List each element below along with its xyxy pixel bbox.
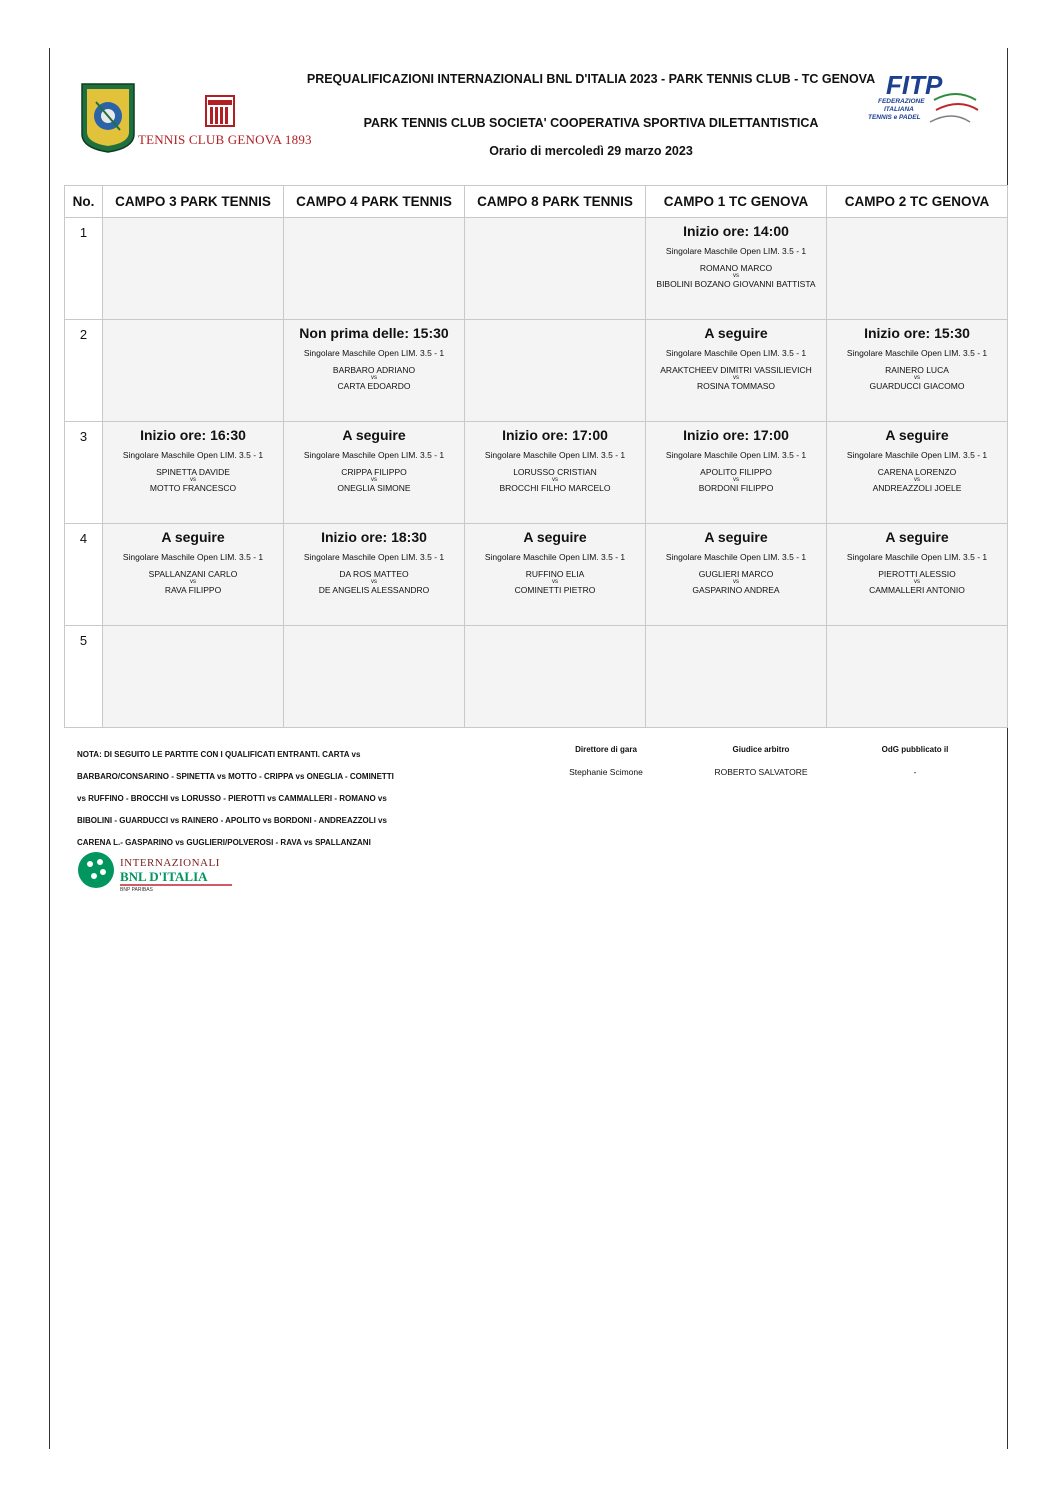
player-two: ANDREAZZOLI JOELE [872,483,962,493]
match-cell [284,524,465,626]
match-cell [827,524,1008,626]
player-two: DE ANGELIS ALESSANDRO [318,585,430,595]
published-label: OdG pubblicato il [881,745,949,754]
match-cell [827,320,1008,422]
match-event: Singolare Maschile Open LIM. 3.5 - 1 [846,552,988,562]
publication-date [840,745,990,777]
match-time: Inizio ore: 14:00 [683,223,789,239]
player-two: GUARDUCCI GIACOMO [869,381,965,391]
park-tennis-club-logo [80,82,136,154]
ibi-logo-line3: BNP PARIBAS [120,887,153,892]
empty-cell [465,626,646,728]
player-one: CARENA LORENZO [877,467,957,477]
club-name: PARK TENNIS CLUB SOCIETA' COOPERATIVA SPORTIVA DILETTANTISTICA [363,116,819,130]
player-one: BARBARO ADRIANO [332,365,416,375]
match-cell [103,422,284,524]
schedule-row [65,422,1008,524]
match-time: Inizio ore: 18:30 [321,529,427,545]
published-value: - [913,767,917,777]
versus-label: vs [552,579,558,585]
director-label: Direttore di gara [575,745,637,754]
note-line: NOTA: DI SEGUITO LE PARTITE CON I QUALIFICATI ENTRANTI. CARTA vs [77,750,361,759]
player-one: PIEROTTI ALESSIO [878,569,956,579]
match-time: A seguire [885,427,949,443]
match-time: Inizio ore: 15:30 [864,325,970,341]
empty-cell [827,218,1008,320]
match-time: A seguire [161,529,225,545]
versus-label: vs [914,375,920,381]
match-event: Singolare Maschile Open LIM. 3.5 - 1 [665,246,807,256]
row-number: 2 [65,320,103,422]
match-cell [103,524,284,626]
player-one: RAINERO LUCA [885,365,949,375]
fitp-logo-subtext-2: ITALIANA [884,106,914,113]
match-event: Singolare Maschile Open LIM. 3.5 - 1 [484,450,626,460]
match-time: A seguire [885,529,949,545]
match-time: A seguire [704,529,768,545]
header-court: CAMPO 2 TC GENOVA [827,186,1008,218]
player-one: ARAKTCHEEV DIMITRI VASSILIEVICH [660,365,812,375]
match-cell [284,422,465,524]
versus-label: vs [371,579,377,585]
player-one: SPINETTA DAVIDE [156,467,230,477]
player-one: ROMANO MARCO [699,263,773,273]
page-border-left [49,48,50,1449]
match-event: Singolare Maschile Open LIM. 3.5 - 1 [665,450,807,460]
ibi-logo-line2: BNL D'ITALIA [120,869,208,884]
player-one: CRIPPA FILIPPO [341,467,407,477]
player-one: APOLITO FILIPPO [700,467,772,477]
match-event: Singolare Maschile Open LIM. 3.5 - 1 [665,552,807,562]
player-two: CAMMALLERI ANTONIO [869,585,965,595]
match-cell [465,422,646,524]
page-title: PREQUALIFICAZIONI INTERNAZIONALI BNL D'ITALIA 2023 - PARK TENNIS CLUB - TC GENOVA [306,72,876,86]
versus-label: vs [733,375,739,381]
empty-cell [103,626,284,728]
versus-label: vs [371,477,377,483]
director-name: Stephanie Scimone [569,767,643,777]
player-two: CARTA EDOARDO [337,381,411,391]
player-two: BROCCHI FILHO MARCELO [499,483,611,493]
ibi-logo-line1: INTERNAZIONALI [120,857,220,869]
row-number: 3 [65,422,103,524]
empty-cell [103,218,284,320]
footer-note [77,744,437,854]
match-event: Singolare Maschile Open LIM. 3.5 - 1 [122,552,264,562]
note-line: vs RUFFINO - BROCCHI vs LORUSSO - PIEROTTI vs CAMMALLERI - ROMANO vs [77,794,387,803]
versus-label: vs [914,579,920,585]
header-court: CAMPO 4 PARK TENNIS [284,186,465,218]
player-two: BORDONI FILIPPO [698,483,774,493]
versus-label: vs [914,477,920,483]
referee-label: Giudice arbitro [732,745,790,754]
match-time: A seguire [704,325,768,341]
fitp-logo-subtext-1: FEDERAZIONE [878,98,925,105]
schedule-row [65,218,1008,320]
tcg-logo-text: TENNIS CLUB GENOVA 1893 [138,132,312,147]
versus-label: vs [733,579,739,585]
referee [686,745,836,777]
empty-cell [284,626,465,728]
versus-label: vs [733,273,739,279]
match-cell [465,524,646,626]
schedule-row [65,626,1008,728]
match-cell [827,422,1008,524]
internazionali-bnl-logo [76,850,236,892]
note-line: CARENA L.- GASPARINO vs GUGLIERI/POLVEROSI - RAVA vs SPALLANZANI [77,838,371,847]
match-cell [646,320,827,422]
match-cell [646,524,827,626]
tournament-director [531,745,681,777]
match-time: A seguire [523,529,587,545]
fitp-logo [864,70,984,130]
schedule-row [65,320,1008,422]
player-two: BIBOLINI BOZANO GIOVANNI BATTISTA [656,279,816,289]
referee-name: ROBERTO SALVATORE [714,767,808,777]
match-event: Singolare Maschile Open LIM. 3.5 - 1 [303,552,445,562]
match-time: Non prima delle: 15:30 [299,325,449,341]
match-time: Inizio ore: 17:00 [502,427,608,443]
match-event: Singolare Maschile Open LIM. 3.5 - 1 [484,552,626,562]
row-number: 5 [65,626,103,728]
player-one: GUGLIERI MARCO [698,569,774,579]
schedule-date: Orario di mercoledì 29 marzo 2023 [489,144,693,158]
match-event: Singolare Maschile Open LIM. 3.5 - 1 [846,450,988,460]
header-court: CAMPO 1 TC GENOVA [646,186,827,218]
match-event: Singolare Maschile Open LIM. 3.5 - 1 [665,348,807,358]
player-one: LORUSSO CRISTIAN [513,467,597,477]
player-two: ONEGLIA SIMONE [337,483,411,493]
player-two: RAVA FILIPPO [164,585,222,595]
versus-label: vs [190,477,196,483]
match-cell [284,320,465,422]
versus-label: vs [733,477,739,483]
player-two: COMINETTI PIETRO [514,585,596,595]
match-event: Singolare Maschile Open LIM. 3.5 - 1 [303,450,445,460]
match-event: Singolare Maschile Open LIM. 3.5 - 1 [303,348,445,358]
match-time: Inizio ore: 17:00 [683,427,789,443]
empty-cell [103,320,284,422]
player-two: MOTTO FRANCESCO [149,483,237,493]
match-event: Singolare Maschile Open LIM. 3.5 - 1 [846,348,988,358]
player-two: ROSINA TOMMASO [696,381,776,391]
match-event: Singolare Maschile Open LIM. 3.5 - 1 [122,450,264,460]
empty-cell [284,218,465,320]
match-cell [646,218,827,320]
player-one: RUFFINO ELIA [525,569,585,579]
note-line: BARBARO/CONSARINO - SPINETTA vs MOTTO - CRIPPA vs ONEGLIA - COMINETTI [77,772,394,781]
header-no: No. [65,186,103,218]
row-number: 1 [65,218,103,320]
versus-label: vs [371,375,377,381]
header-court: CAMPO 3 PARK TENNIS [103,186,284,218]
match-time: A seguire [342,427,406,443]
note-line: BIBOLINI - GUARDUCCI vs RAINERO - APOLITO vs BORDONI - ANDREAZZOLI vs [77,816,387,825]
document-header [62,70,1002,170]
fitp-logo-subtext-3: TENNIS e PADEL [868,114,921,121]
player-one: SPALLANZANI CARLO [148,569,238,579]
match-time: Inizio ore: 16:30 [140,427,246,443]
empty-cell [827,626,1008,728]
player-two: GASPARINO ANDREA [692,585,780,595]
versus-label: vs [190,579,196,585]
header-court: CAMPO 8 PARK TENNIS [465,186,646,218]
player-one: DA ROS MATTEO [339,569,409,579]
fitp-logo-text: FITP [886,70,943,100]
schedule-table [64,185,1008,728]
empty-cell [465,218,646,320]
empty-cell [646,626,827,728]
schedule-header-row [65,186,1008,218]
match-cell [646,422,827,524]
versus-label: vs [552,477,558,483]
schedule-row [65,524,1008,626]
row-number: 4 [65,524,103,626]
empty-cell [465,320,646,422]
